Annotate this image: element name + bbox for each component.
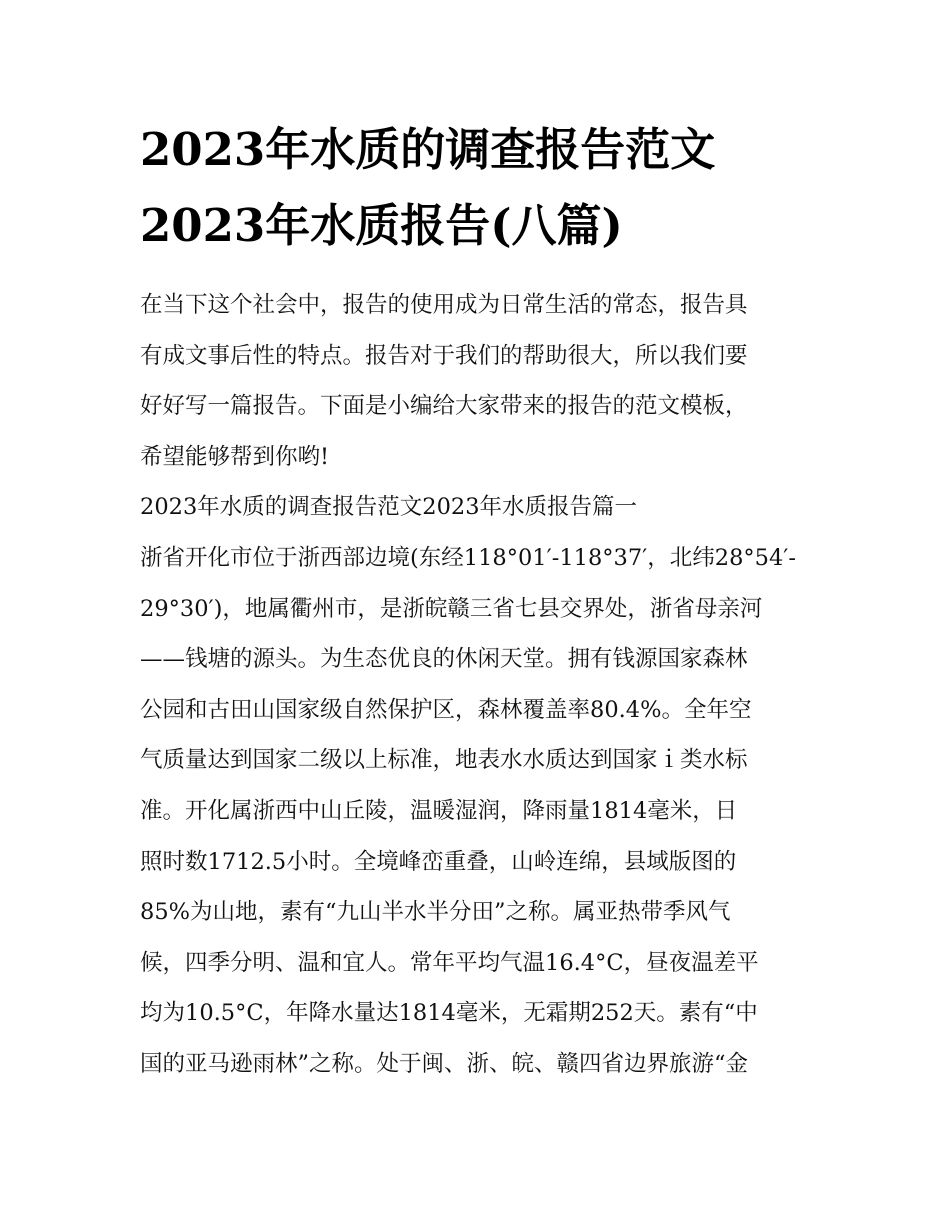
body-line: 候，四季分明、温和宜人。常年平均气温16.4°C，昼夜温差平 — [140, 949, 759, 976]
body-line: 好好写一篇报告。下面是小编给大家带来的报告的范文模板， — [140, 393, 748, 420]
body-line: 29°30′)，地属衢州市，是浙皖赣三省七县交界处，浙省母亲河 — [140, 595, 763, 622]
body-line: 气质量达到国家二级以上标准，地表水水质达到国家ｉ类水标 — [140, 747, 748, 774]
body-line: 准。开化属浙西中山丘陵，温暖湿润，降雨量1814毫米，日 — [140, 797, 738, 824]
title-line: 2023年水质的调查报告范文 — [140, 123, 716, 176]
body-line: 均为10.5°C，年降水量达1814毫米，无霜期252天。素有“中 — [140, 1000, 758, 1027]
body-line: 85%为山地，素有“九山半水半分田”之称。属亚热带季风气 — [140, 899, 731, 926]
body-line: 浙省开化市位于浙西部边境(东经118°01′-118°37′，北纬28°54′- — [140, 544, 796, 571]
body-line: 希望能够帮到你哟! — [140, 443, 330, 470]
section-heading: 2023年水质的调查报告范文2023年水质报告篇一 — [140, 494, 638, 521]
body-line: 公园和古田山国家级自然保护区，森林覆盖率80.4%。全年空 — [140, 696, 752, 723]
body-line: 在当下这个社会中，报告的使用成为日常生活的常态，报告具 — [140, 292, 748, 318]
body-line: ——钱塘的源头。为生态优良的休闲天堂。拥有钱源国家森林 — [140, 646, 748, 673]
document-body — [140, 280, 830, 1090]
body-line: 国的亚马逊雨林”之称。处于闽、浙、皖、赣四省边界旅游“金 — [140, 1050, 749, 1077]
title-line: 2023年水质报告(八篇) — [140, 199, 623, 252]
body-line: 有成文事后性的特点。报告对于我们的帮助很大，所以我们要 — [140, 342, 748, 369]
body-line: 照时数1712.5小时。全境峰峦重叠，山岭连绵，县域版图的 — [140, 848, 737, 875]
document-title — [140, 112, 840, 264]
